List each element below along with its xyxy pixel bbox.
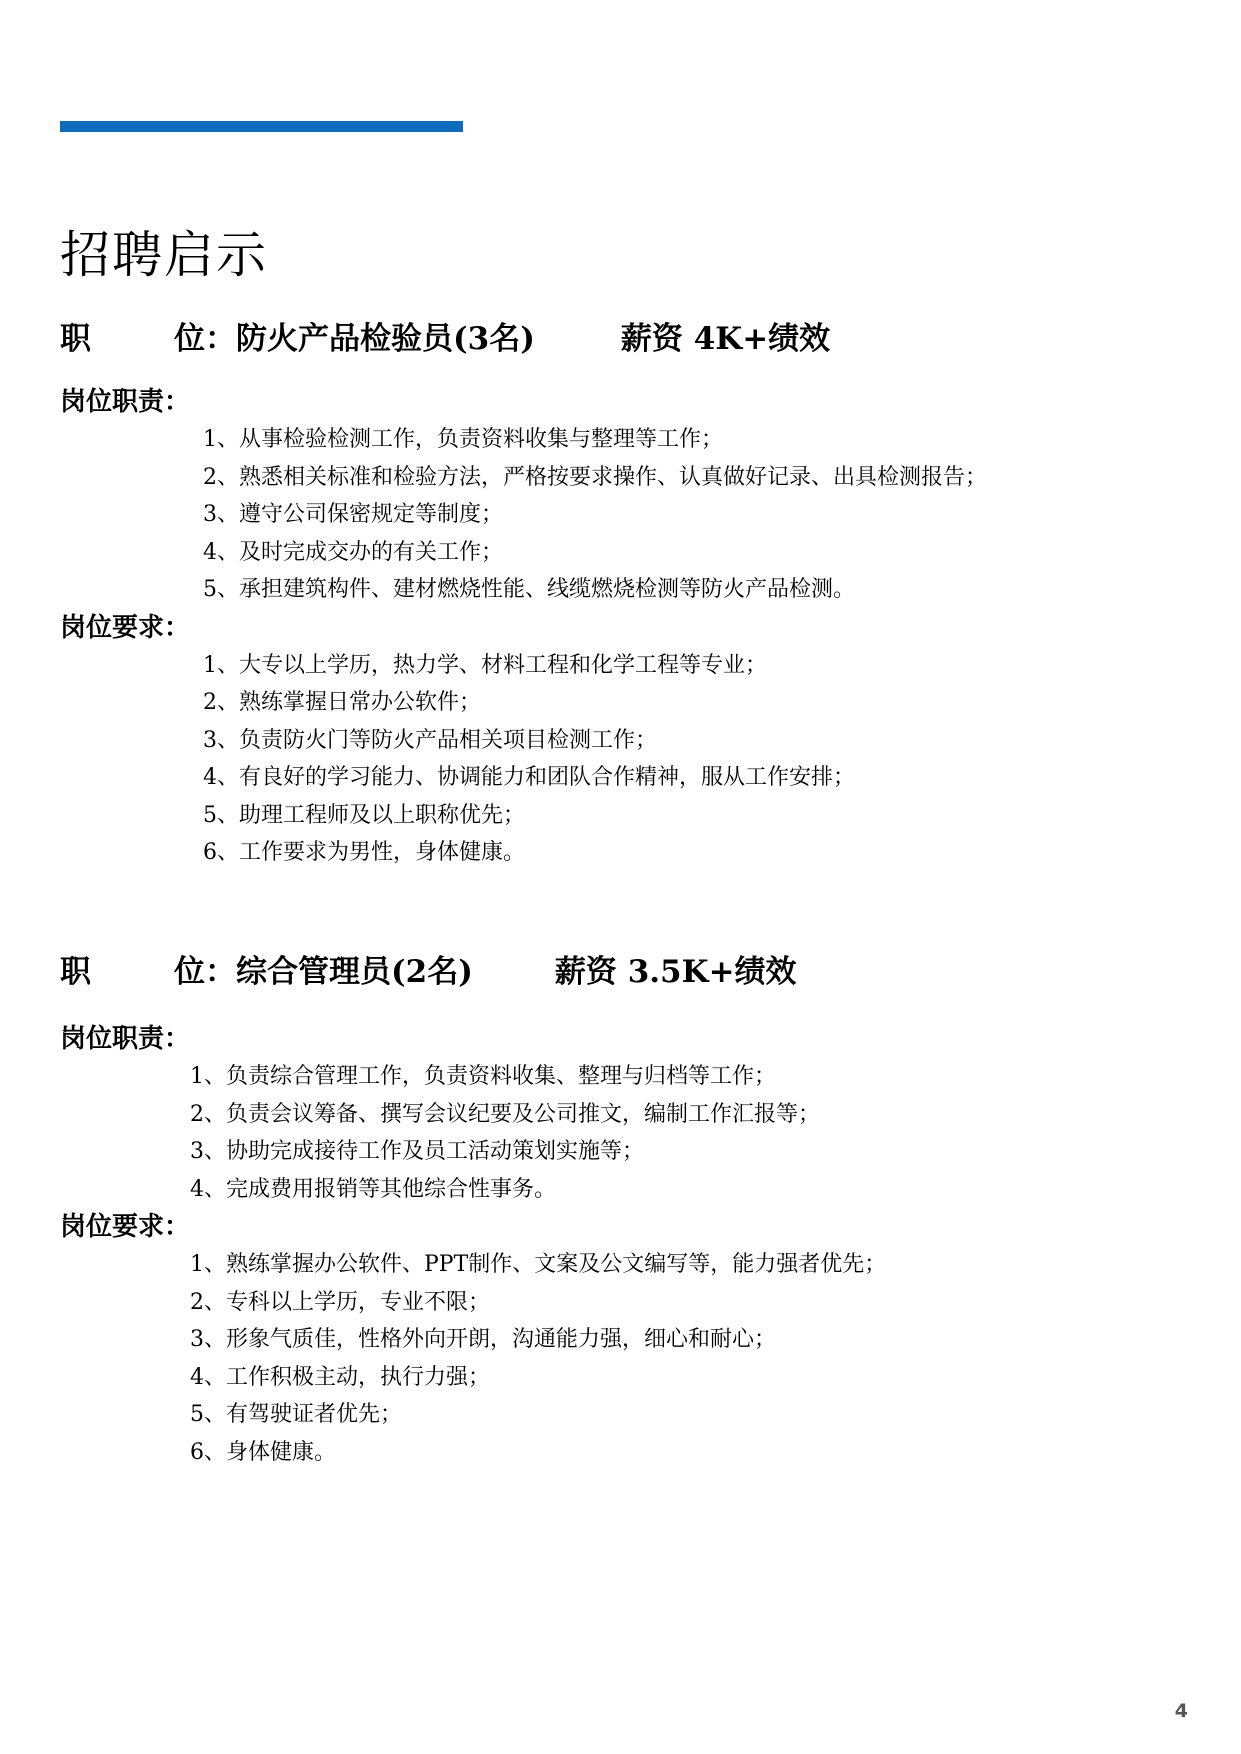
position-label-char-1: 职 <box>60 953 91 990</box>
requirements-list <box>60 1246 1180 1471</box>
header-accent-bar <box>60 121 463 132</box>
page-number: 4 <box>1174 1700 1188 1722</box>
position-label-char-2: 位： <box>174 953 236 990</box>
list-item: 3、协助完成接待工作及员工活动策划实施等； <box>190 1139 644 1164</box>
list-item: 1、负责综合管理工作，负责资料收集、整理与归档等工作； <box>190 1064 776 1089</box>
salary-info: 薪资 3.5K+绩效 <box>554 953 797 990</box>
list-item: 4、工作积极主动，执行力强； <box>190 1364 490 1390</box>
position-name: 综合管理员(2名) <box>236 953 473 990</box>
list-item: 6、工作要求为男性，身体健康。 <box>203 840 525 865</box>
job-posting-1 <box>60 311 1180 872</box>
position-label-char-2: 位： <box>174 320 236 357</box>
job-header <box>60 311 1180 359</box>
list-item: 4、有良好的学习能力、协调能力和团队合作精神，服从工作安排； <box>203 765 855 790</box>
list-item: 2、熟练掌握日常办公软件； <box>203 690 481 715</box>
list-item: 3、负责防火门等防火产品相关项目检测工作； <box>203 727 657 753</box>
duties-title: 岗位职责： <box>60 1024 191 1054</box>
list-item: 2、负责会议筹备、撰写会议纪要及公司推文，编制工作汇报等； <box>190 1101 820 1127</box>
list-item: 5、助理工程师及以上职称优先； <box>203 802 525 828</box>
position-name: 防火产品检验员(3名) <box>236 320 535 357</box>
list-item: 2、专科以上学历，专业不限； <box>190 1289 490 1315</box>
requirements-title: 岗位要求： <box>60 1212 191 1242</box>
duties-list <box>60 421 1180 609</box>
requirements-list <box>60 647 1180 872</box>
page-title: 招聘启示 <box>60 226 268 284</box>
list-item: 3、形象气质佳，性格外向开朗，沟通能力强，细心和耐心； <box>190 1327 776 1352</box>
list-item: 2、熟悉相关标准和检验方法，严格按要求操作、认真做好记录、出具检测报告； <box>203 464 987 490</box>
list-item: 5、有驾驶证者优先； <box>190 1402 402 1427</box>
list-item: 4、及时完成交办的有关工作； <box>203 539 503 565</box>
duties-title: 岗位职责： <box>60 387 191 417</box>
job-header <box>60 944 1180 992</box>
requirements-title: 岗位要求： <box>60 612 191 643</box>
list-item: 3、遵守公司保密规定等制度； <box>203 502 503 527</box>
position-label-char-1: 职 <box>60 320 91 357</box>
list-item: 6、身体健康。 <box>190 1439 336 1465</box>
list-item: 4、完成费用报销等其他综合性事务。 <box>190 1176 556 1202</box>
list-item: 1、从事检验检测工作，负责资料收集与整理等工作； <box>203 427 723 452</box>
job-posting-2 <box>60 944 1180 1471</box>
list-item: 5、承担建筑构件、建材燃烧性能、线缆燃烧检测等防火产品检测。 <box>203 577 855 602</box>
duties-list <box>60 1058 1180 1208</box>
list-item: 1、熟练掌握办公软件、PPT制作、文案及公文编写等，能力强者优先； <box>190 1252 887 1277</box>
salary-info: 薪资 4K+绩效 <box>620 320 831 357</box>
list-item: 1、大专以上学历，热力学、材料工程和化学工程等专业； <box>203 652 767 678</box>
